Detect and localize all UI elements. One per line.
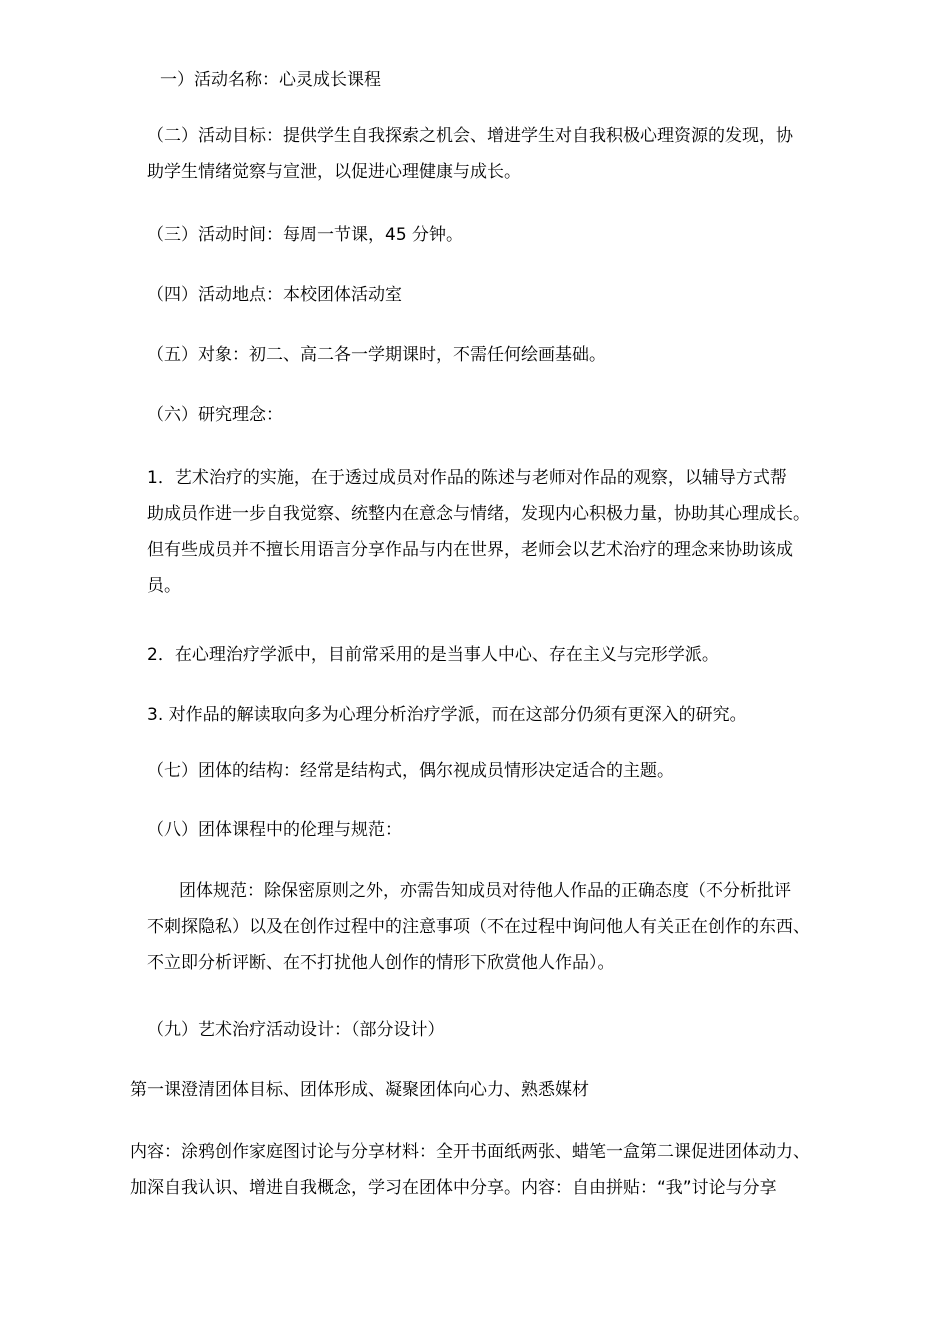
activity-design-heading: （九）艺术治疗活动设计：（部分设计） bbox=[147, 1020, 445, 1040]
research-concept-heading: （六）研究理念： bbox=[147, 405, 283, 425]
concept-item-1-line-1: 1．艺术治疗的实施，在于透过成员对作品的陈述与老师对作品的观察，以辅导方式帮 bbox=[147, 468, 787, 488]
activity-location: （四）活动地点：本校团体活动室 bbox=[147, 285, 402, 305]
group-norms-line-2: 不刺探隐私）以及在创作过程中的注意事项（不在过程中询问他人有关正在创作的东西、 bbox=[147, 917, 810, 937]
concept-item-2: 2．在心理治疗学派中，目前常采用的是当事人中心、存在主义与完形学派。 bbox=[147, 645, 719, 665]
activity-name: 一）活动名称：心灵成长课程 bbox=[160, 70, 381, 90]
group-norms-line-3: 不立即分析评断、在不打扰他人创作的情形下欣赏他人作品）。 bbox=[147, 953, 615, 973]
ethics-heading: （八）团体课程中的伦理与规范： bbox=[147, 820, 402, 840]
concept-item-1-line-4: 员。 bbox=[147, 576, 181, 596]
concept-item-1 bbox=[147, 460, 810, 604]
group-norms bbox=[147, 873, 810, 981]
group-norms-line-1: 团体规范：除保密原则之外，亦需告知成员对待他人作品的正确态度（不分析批评 bbox=[179, 881, 791, 901]
group-structure: （七）团体的结构：经常是结构式，偶尔视成员情形决定适合的主题。 bbox=[147, 761, 674, 781]
activity-goal bbox=[147, 118, 793, 190]
activity-goal-line-2: 助学生情绪觉察与宣泄，以促进心理健康与成长。 bbox=[147, 162, 521, 182]
lesson-content-line-1: 内容：涂鸦创作家庭图讨论与分享材料：全开书面纸两张、蜡笔一盒第二课促进团体动力、 bbox=[130, 1142, 810, 1162]
activity-time: （三）活动时间：每周一节课，45 分钟。 bbox=[147, 225, 464, 245]
concept-item-1-line-3: 但有些成员并不擅长用语言分享作品与内在世界，老师会以艺术治疗的理念来协助该成 bbox=[147, 540, 793, 560]
lesson-content-line-2: 加深自我认识、增进自我概念，学习在团体中分享。内容：自由拼贴：“我”讨论与分享 bbox=[130, 1178, 777, 1198]
activity-goal-line-1: （二）活动目标：提供学生自我探索之机会、增进学生对自我积极心理资源的发现，协 bbox=[147, 126, 793, 146]
lesson-content bbox=[130, 1134, 810, 1206]
lesson-one-title: 第一课澄清团体目标、团体形成、凝聚团体向心力、熟悉媒材 bbox=[130, 1080, 589, 1100]
concept-item-3: 3. 对作品的解读取向多为心理分析治疗学派，而在这部分仍须有更深入的研究。 bbox=[147, 705, 747, 725]
activity-target: （五）对象：初二、高二各一学期课时，不需任何绘画基础。 bbox=[147, 345, 606, 365]
concept-item-1-line-2: 助成员作进一步自我觉察、统整内在意念与情绪，发现内心积极力量，协助其心理成长。 bbox=[147, 504, 810, 524]
